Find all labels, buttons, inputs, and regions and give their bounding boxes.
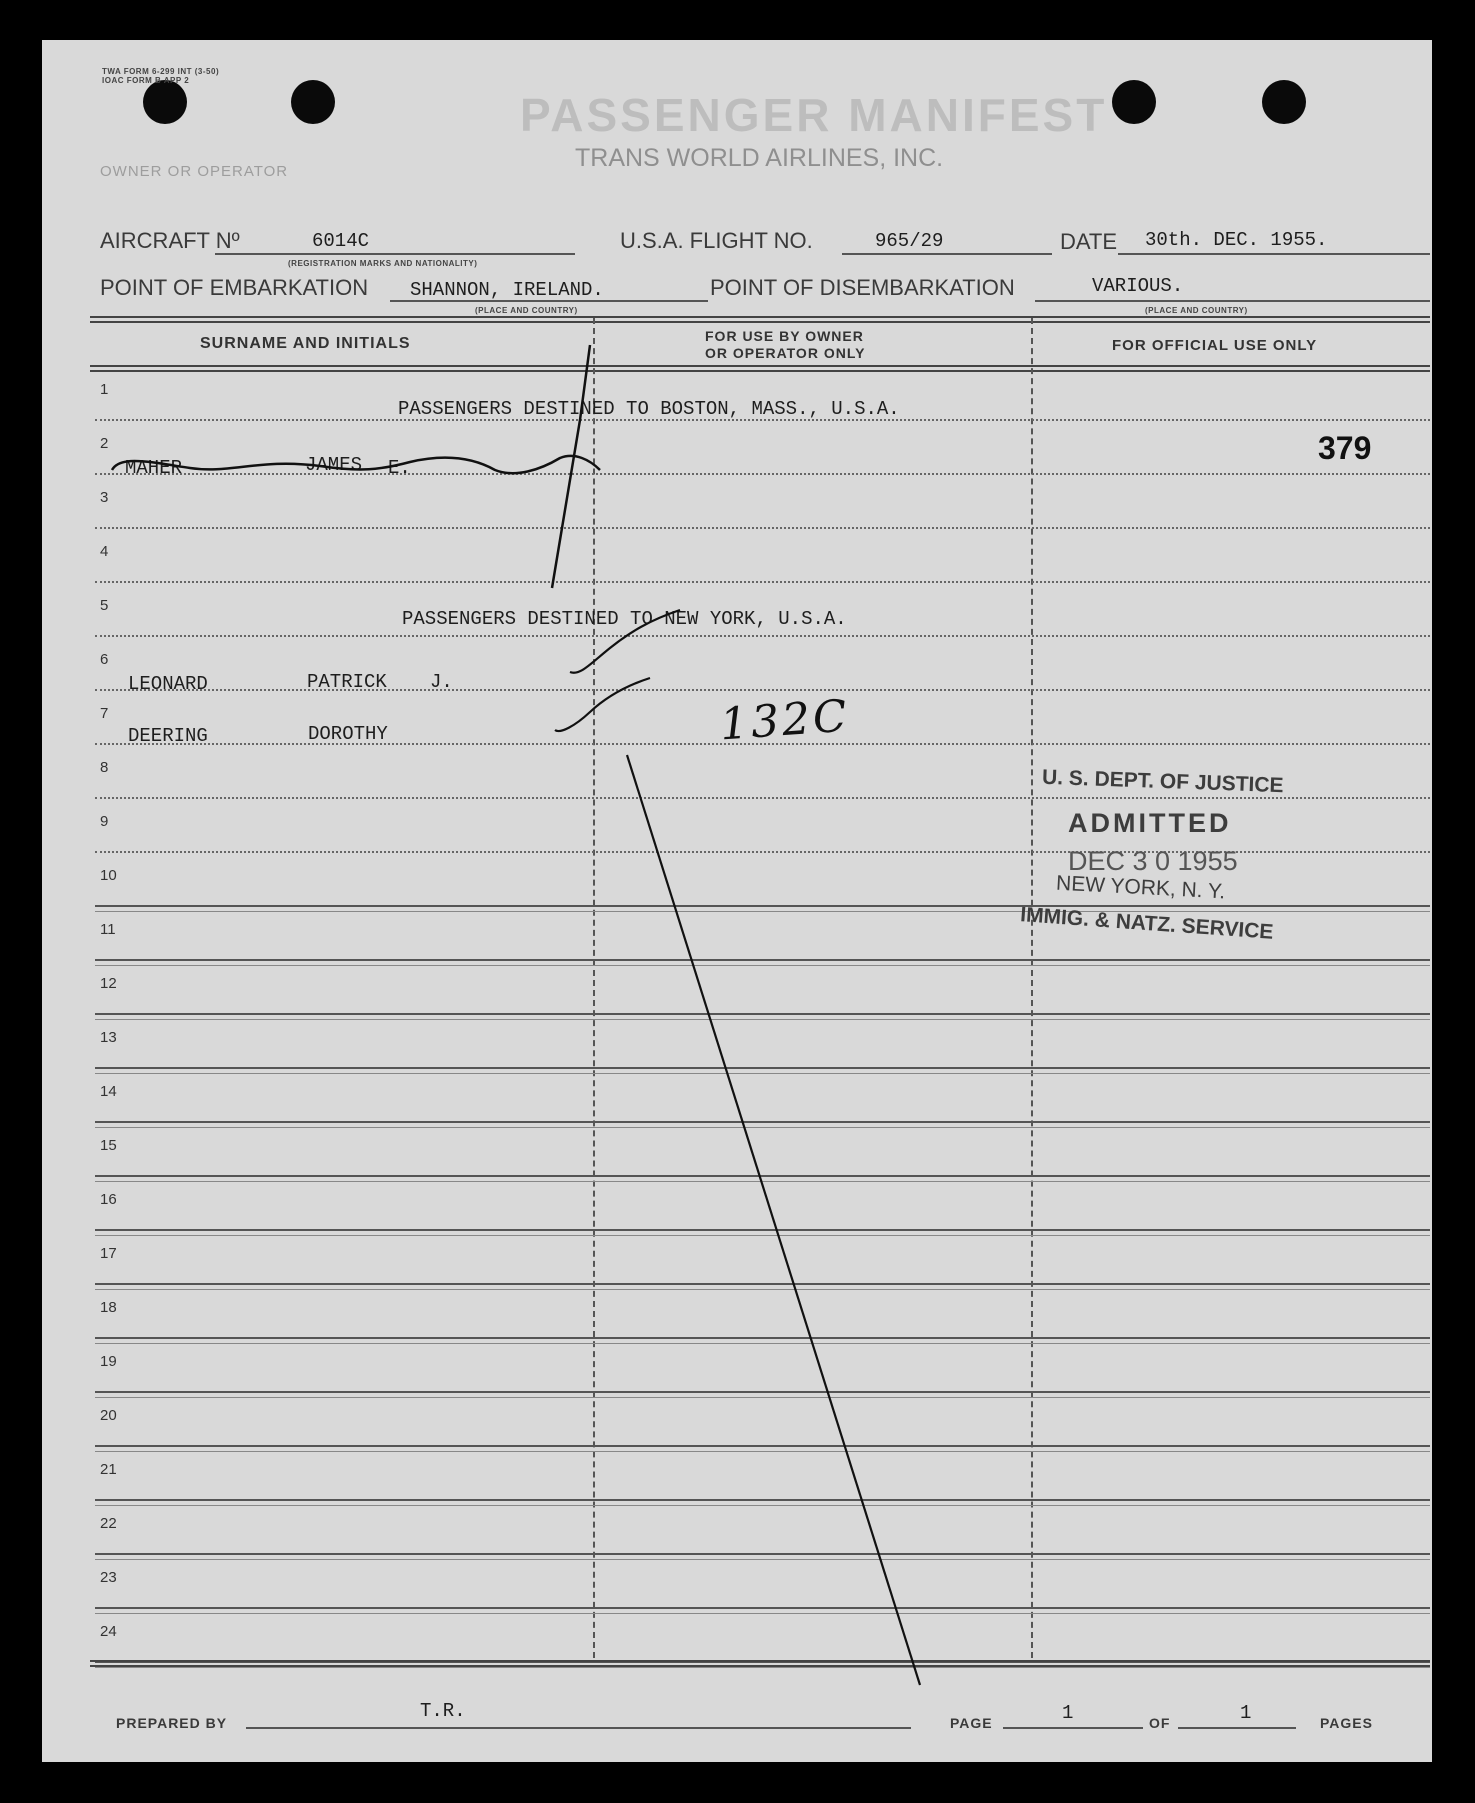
row-number: 22 [100, 1515, 117, 1532]
pages-label: PAGES [1320, 1715, 1373, 1731]
date-value: 30th. DEC. 1955. [1145, 229, 1328, 251]
col-header-owner: FOR USE BY OWNER OR OPERATOR ONLY [705, 328, 866, 361]
strike-through-mark [112, 456, 600, 473]
disembark-label: POINT OF DISEMBARKATION [710, 275, 1015, 300]
row-number: 5 [100, 597, 109, 614]
entry-maher-initial: E. [388, 457, 411, 479]
row-number: 3 [100, 489, 109, 506]
entry-maher-surname: MAHER [125, 457, 183, 479]
row-number: 1 [100, 381, 109, 398]
entry-leonard-surname: LEONARD [128, 673, 208, 695]
embark-note: (PLACE AND COUNTRY) [475, 306, 578, 315]
disembark-value: VARIOUS. [1092, 275, 1184, 297]
row-number: 8 [100, 759, 109, 776]
check-mark-deering [555, 678, 650, 731]
row-number: 23 [100, 1569, 117, 1586]
entry-leonard-initial: J. [430, 671, 453, 693]
row-number: 7 [100, 705, 109, 722]
row-number: 20 [100, 1407, 117, 1424]
row-number: 13 [100, 1029, 117, 1046]
form-number: TWA FORM 6-299 INT (3-50) IOAC FORM B APP 2 [102, 67, 220, 85]
date-label: DATE [1060, 229, 1118, 254]
aircraft-label: AIRCRAFT Nº [100, 228, 240, 253]
owner-label: OWNER OR OPERATOR [100, 163, 289, 180]
row-number: 15 [100, 1137, 117, 1154]
row-number: 11 [100, 921, 116, 938]
row-number: 19 [100, 1353, 117, 1370]
aircraft-note: (REGISTRATION MARKS AND NATIONALITY) [288, 259, 478, 268]
of-value: 1 [1240, 1702, 1252, 1724]
boston-header: PASSENGERS DESTINED TO BOSTON, MASS., U.S.A. [398, 398, 900, 420]
check-mark-leonard [570, 610, 680, 673]
newyork-header: PASSENGERS DESTINED TO NEW YORK, U.S.A. [402, 608, 847, 630]
row-number: 24 [100, 1623, 117, 1640]
row-number: 18 [100, 1299, 117, 1316]
row-number: 10 [100, 867, 117, 884]
row-number: 9 [100, 813, 109, 830]
col-header-official: FOR OFFICIAL USE ONLY [1112, 337, 1318, 354]
row-number: 17 [100, 1245, 117, 1262]
entry-leonard-given: PATRICK [307, 671, 387, 693]
row-number: 6 [100, 651, 109, 668]
official-number: 379 [1318, 430, 1372, 466]
entry-maher-given: JAMES [305, 454, 363, 476]
handwritten-code: 132C [718, 690, 852, 751]
row-number: 12 [100, 975, 117, 992]
prepared-label: PREPARED BY [116, 1715, 228, 1731]
col-header-surname: SURNAME AND INITIALS [200, 335, 411, 352]
airline-name: TRANS WORLD AIRLINES, INC. [575, 144, 944, 172]
row-number: 14 [100, 1083, 117, 1100]
flight-value: 965/29 [875, 230, 944, 252]
entry-deering-given: DOROTHY [308, 723, 388, 745]
row-number: 4 [100, 543, 109, 560]
diagonal-line [627, 755, 920, 1685]
prepared-value: T.R. [420, 1700, 466, 1722]
page-value: 1 [1062, 1702, 1074, 1724]
of-label: OF [1149, 1715, 1171, 1731]
embark-value: SHANNON, IRELAND. [410, 279, 604, 301]
disembark-note: (PLACE AND COUNTRY) [1145, 306, 1248, 315]
flight-label: U.S.A. FLIGHT NO. [620, 228, 813, 253]
page-title: PASSENGER MANIFEST [520, 89, 1108, 141]
entry-deering-surname: DEERING [128, 725, 208, 747]
row-number: 16 [100, 1191, 117, 1208]
row-number: 2 [100, 435, 109, 452]
page-label: PAGE [950, 1715, 993, 1731]
row-number: 21 [100, 1461, 117, 1478]
vertical-check-mark [552, 345, 590, 588]
embark-label: POINT OF EMBARKATION [100, 275, 369, 300]
aircraft-value: 6014C [312, 230, 370, 252]
